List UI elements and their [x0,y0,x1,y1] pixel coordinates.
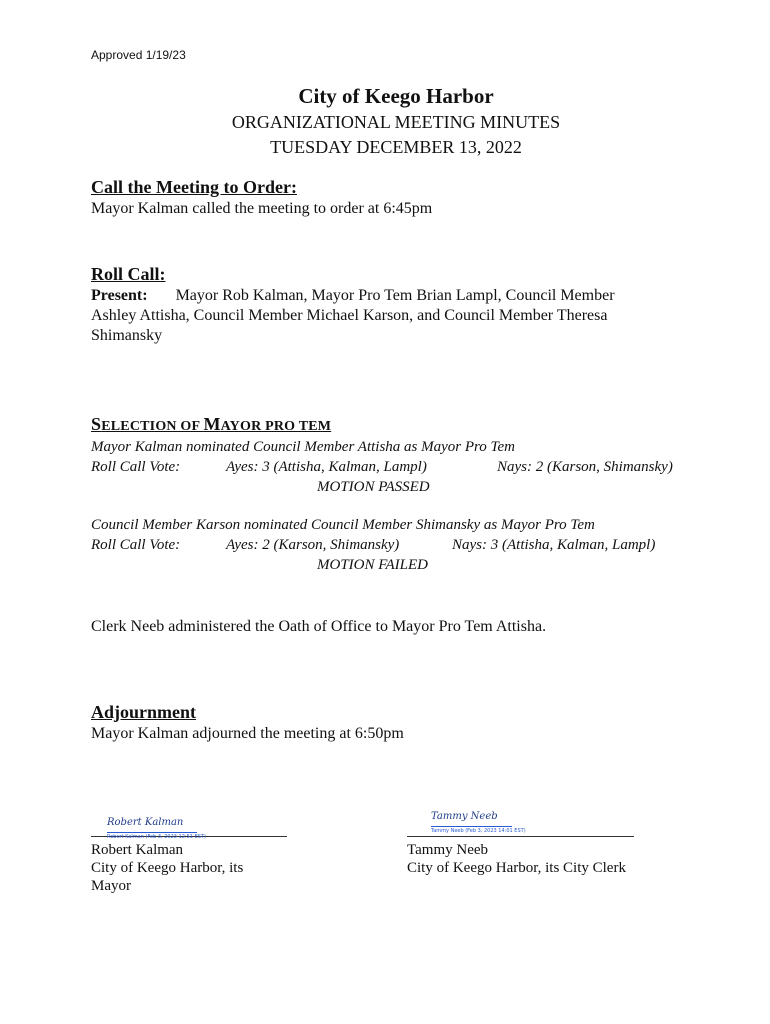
mayor-role: City of Keego Harbor, its Mayor [91,860,244,894]
present-members-3: Shimansky [91,327,163,344]
selection-section [91,414,731,575]
motion-2-text: Council Member Karson nominated Council Member Shimansky as Mayor Pro Tem [91,517,595,533]
mayor-signature-block [91,806,287,895]
motion-2-nays: Nays: 3 (Attisha, Kalman, Lampl) [452,537,656,553]
motion-2-vote-row [91,535,731,555]
roll-call-section [91,262,721,346]
clerk-signature: Tammy Neeb [431,808,512,827]
present-label: Present: [91,287,148,304]
city-title: City of Keego Harbor [298,84,494,108]
clerk-signature-stamp: Tammy Neeb (Feb 3, 2023 14:01 EST) [431,828,526,834]
roll-call-line-1 [91,286,721,306]
motion-1-vote-label: Roll Call Vote: [91,459,181,475]
clerk-name: Tammy Neeb [407,842,489,858]
adjournment-text: Mayor Kalman adjourned the meeting at 6:50pm [91,725,404,742]
oath-text: Clerk Neeb administered the Oath of Office to Mayor Pro Tem Attisha. [91,618,547,635]
roll-call-heading: Roll Call: [91,264,166,284]
adjournment-heading: Adjournment [91,702,197,722]
mayor-signature-line [91,806,287,840]
motion-1-vote-row [91,457,731,477]
meeting-title: ORGANIZATIONAL MEETING MINUTES [231,112,561,132]
motion-2-result: MOTION FAILED [317,557,428,573]
motion-1-ayes: Ayes: 3 (Attisha, Kalman, Lampl) [226,459,427,475]
motion-2-result-row [91,555,731,575]
selection-heading: SELECTION OF MAYOR PRO TEM [91,414,332,434]
mayor-name: Robert Kalman [91,842,184,858]
call-to-order-heading: Call the Meeting to Order: [91,177,297,197]
motion-1-text: Mayor Kalman nominated Council Member Attisha as Mayor Pro Tem [91,439,516,455]
call-to-order-text: Mayor Kalman called the meeting to order at 6:45pm [91,200,433,217]
clerk-role: City of Keego Harbor, its City Clerk [407,860,626,876]
meeting-date: TUESDAY DECEMBER 13, 2022 [270,137,522,157]
mayor-signature-stamp: Robert Kalman (Feb 3, 2023 12:51 EST) [107,834,206,840]
present-members-2: Ashley Attisha, Council Member Michael Karson, and Council Member Theresa [91,307,608,324]
mayor-signature: Robert Kalman [107,814,197,833]
approved-stamp: Approved 1/19/23 [91,48,186,62]
motion-1-nays: Nays: 2 (Karson, Shimansky) [497,459,673,475]
call-to-order-section [91,175,721,219]
motion-1-result-row [91,477,731,497]
adjournment-section [91,700,721,744]
motion-2-ayes: Ayes: 2 (Karson, Shimansky) [226,537,400,553]
motion-1-result: MOTION PASSED [317,479,430,495]
clerk-signature-block [407,806,634,877]
present-members-1: Mayor Rob Kalman, Mayor Pro Tem Brian Lampl, Council Member [175,287,615,304]
motion-2-vote-label: Roll Call Vote: [91,537,181,553]
clerk-signature-line [407,806,634,837]
document-title-block [0,82,770,160]
